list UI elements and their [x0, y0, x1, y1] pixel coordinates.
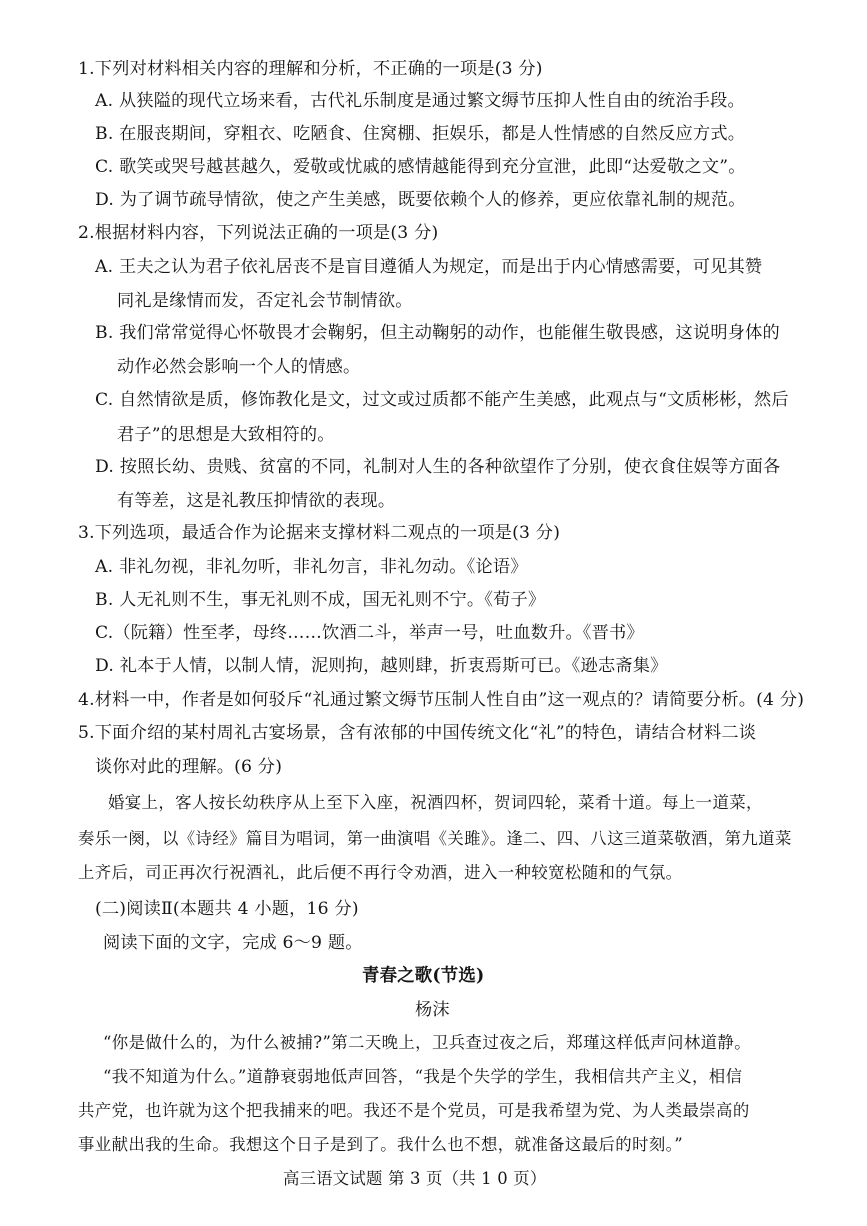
- section-instruction: 阅读下面的文字，完成 6～9 题。: [103, 933, 363, 953]
- question-5-stem: 5.下面介绍的某村周礼古宴场景，含有浓郁的中国传统文化“礼”的特色，请结合材料二谈: [78, 723, 757, 743]
- question-3-option-d: D. 礼本于人情，以制人情，泥则拘，越则肆，折衷焉斯可已。《逊志斋集》: [95, 656, 668, 676]
- question-3-option-c: C.（阮籍）性至孝，母终……饮酒二斗，举声一号，吐血数升。《晋书》: [95, 623, 644, 643]
- question-2-option-a-cont: 同礼是缘情而发，否定礼会节制情欲。: [117, 291, 413, 311]
- question-1-option-d: D. 为了调节疏导情欲，使之产生美感，既要依赖个人的修养，更应依靠礼制的规范。: [95, 190, 746, 210]
- story-paragraph-1: “你是做什么的，为什么被捕?”第二天晚上，卫兵查过夜之后，郑瑾这样低声问林道静。: [103, 1033, 751, 1052]
- question-2-option-d-cont: 有等差，这是礼教压抑情欲的表现。: [117, 491, 396, 511]
- section-heading: (二)阅读Ⅱ(本题共 4 小题，16 分): [95, 899, 359, 919]
- question-2-option-b-cont: 动作必然会影响一个人的情感。: [117, 357, 361, 377]
- question-2-option-c-cont: 君子”的思想是大致相符的。: [117, 425, 335, 445]
- scene-line-2: 奏乐一阕，以《诗经》篇目为唱词，第一曲演唱《关雎》。逢二、四、八这三道菜敬酒，第九道菜: [78, 829, 792, 848]
- scene-line-3: 上齐后，司正再次行祝酒礼，此后便不再行令劝酒，进入一种较宽松随和的气氛。: [78, 863, 683, 882]
- story-paragraph-2-cont: 共产党，也许就为这个把我捕来的吧。我还不是个党员，可是我希望为党、为人类最崇高的: [78, 1101, 750, 1120]
- question-5-stem-cont: 谈你对此的理解。(6 分): [95, 757, 283, 777]
- story-paragraph-2-cont-2: 事业献出我的生命。我想这个日子是到了。我什么也不想，就准备这最后的时刻。”: [78, 1135, 684, 1154]
- question-2-option-c: C. 自然情欲是质，修饰教化是文，过文或过质都不能产生美感，此观点与“文质彬彬，然后: [95, 390, 789, 410]
- question-3-stem: 3.下列选项，最适合作为论据来支撑材料二观点的一项是(3 分): [78, 523, 561, 543]
- question-2-option-a: A. 王夫之认为君子依礼居丧不是盲目遵循人为规定，而是出于内心情感需要，可见其赞: [95, 257, 763, 277]
- story-title: 青春之歌(节选): [362, 966, 485, 986]
- question-2-option-d: D. 按照长幼、贵贱、贫富的不同，礼制对人生的各种欲望作了分别，使衣食住娱等方面各: [95, 457, 781, 477]
- page-footer: 高三语文试题 第 3 页（共 1 0 页）: [283, 1169, 547, 1188]
- question-1-option-c: C. 歌笑或哭号越甚越久，爱敬或忧戚的感情越能得到充分宣泄，此即“达爱敬之文”。: [95, 157, 746, 177]
- story-author: 杨沫: [415, 1000, 450, 1020]
- question-1-option-a: A. 从狭隘的现代立场来看，古代礼乐制度是通过繁文缛节压抑人性自由的统治手段。: [95, 91, 745, 111]
- question-2-stem: 2.根据材料内容，下列说法正确的一项是(3 分): [78, 223, 439, 243]
- story-paragraph-2: “我不知道为什么。”道静衰弱地低声回答，“我是个失学的学生，我相信共产主义，相信: [103, 1067, 743, 1086]
- question-1-stem: 1.下列对材料相关内容的理解和分析，不正确的一项是(3 分): [78, 59, 543, 79]
- question-3-option-a: A. 非礼勿视，非礼勿听，非礼勿言，非礼勿动。《论语》: [95, 557, 528, 577]
- question-4-stem: 4.材料一中，作者是如何驳斥“礼通过繁文缛节压制人性自由”这一观点的？请简要分析。(4 分): [78, 690, 805, 710]
- question-1-option-b: B. 在服丧期间，穿粗衣、吃陋食、住窝棚、拒娱乐，都是人性情感的自然反应方式。: [95, 124, 746, 144]
- question-3-option-b: B. 人无礼则不生，事无礼则不成，国无礼则不宁。《荀子》: [95, 590, 546, 610]
- scene-line-1: 婚宴上，客人按长幼秩序从上至下入座，祝酒四杯，贺词四轮，菜肴十道。每上一道菜，: [108, 793, 763, 812]
- question-2-option-b: B. 我们常常觉得心怀敬畏才会鞠躬，但主动鞠躬的动作，也能催生敬畏感，这说明身体的: [95, 323, 780, 343]
